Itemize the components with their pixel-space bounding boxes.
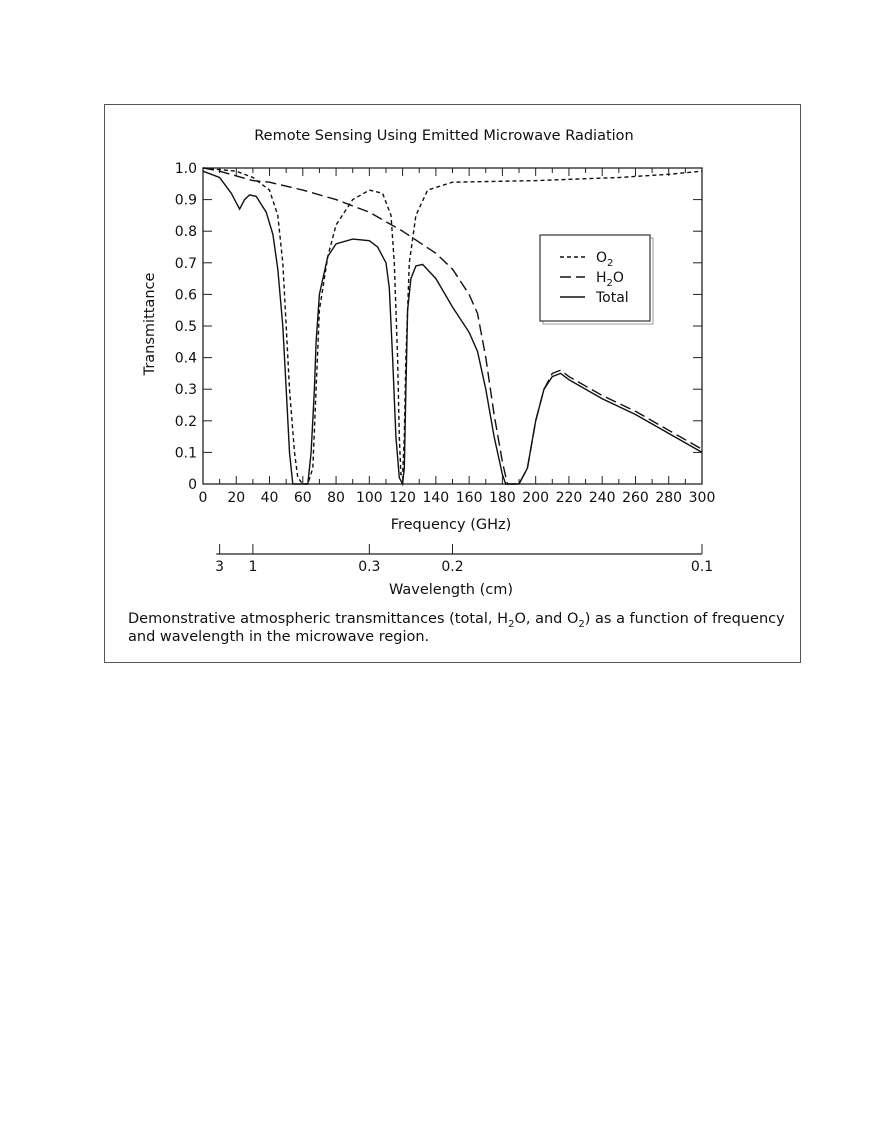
x-tick-label: 100 [355,490,383,506]
legend-entry: $O_2$ [596,250,614,269]
y-tick-label: 0.7 [174,255,197,272]
chart [105,105,802,605]
y-tick-label: 0.4 [174,350,197,367]
x-tick-label: 0 [198,490,208,506]
x-tick-label: 160 [455,490,483,506]
x-tick-label: 80 [327,490,345,506]
series-line-o [203,168,702,484]
wavelength-axis-label: Wavelength (cm) [388,582,514,598]
x-tick-label: 300 [688,490,716,506]
x-tick-label: 240 [588,490,616,506]
x-tick-label: 280 [655,490,683,506]
y-tick-label: 0.2 [174,413,197,430]
y-tick-label: 0.8 [174,224,197,241]
x-tick-label: 180 [489,490,516,506]
figure-caption: Demonstrative atmospheric transmittances (total, $H_2O$, and $O_2$) as a function of frequency and wavelength in the microwave region. [128,611,785,645]
x-tick-label: 60 [293,490,312,506]
y-tick-label: 0.6 [174,287,197,304]
wavelength-tick-label: 0.3 [358,559,381,575]
chart-title: Remote Sensing Using Emitted Microwave Radiation [254,128,634,144]
wavelength-tick-label: 0.1 [690,559,714,575]
x-axis-label: Frequency (GHz) [390,517,512,533]
y-tick-label: 1.0 [174,161,197,177]
figure-frame [104,104,801,663]
x-tick-label: 140 [422,490,450,506]
x-tick-label: 20 [227,490,246,506]
y-axis-label: Transmittance [142,272,158,376]
legend-entry: Total [596,290,629,306]
x-tick-label: 220 [555,490,583,506]
wavelength-tick-label: 1 [248,559,258,575]
x-tick-label: 260 [622,490,649,506]
x-tick-label: 120 [389,490,416,506]
y-tick-label: 0.9 [174,192,197,209]
y-tick-label: 0 [188,477,197,493]
wavelength-tick-label: 3 [215,559,225,575]
legend-entry: $H_2O$ [596,270,624,289]
wavelength-tick-label: 0.2 [441,559,464,575]
legend [540,235,650,321]
y-tick-label: 0.3 [174,382,197,399]
x-tick-label: 200 [522,490,550,506]
x-tick-label: 40 [260,490,279,506]
y-tick-label: 0.1 [174,445,197,462]
y-tick-label: 0.5 [174,319,197,335]
